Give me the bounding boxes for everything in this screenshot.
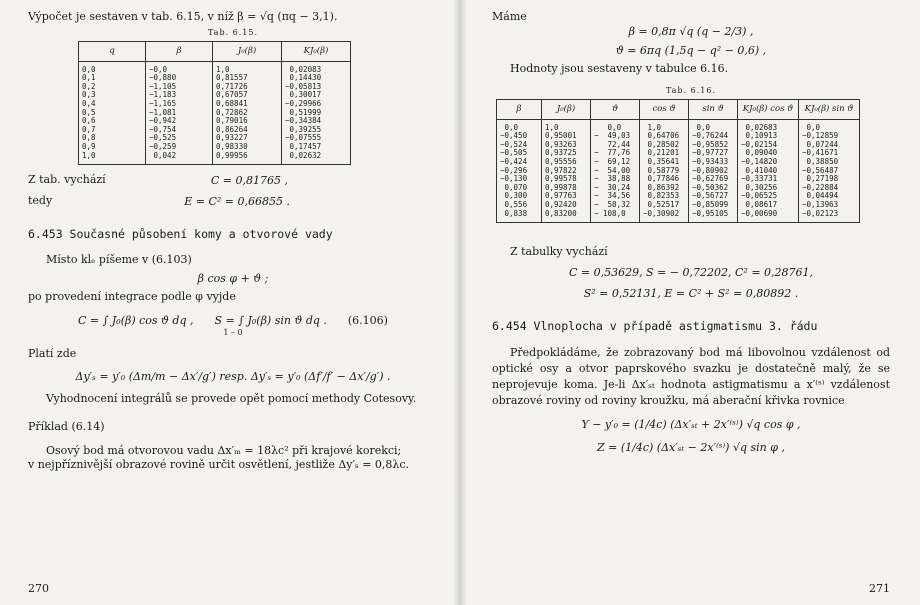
eq-e: E = C² = 0,66855 . — [184, 195, 290, 209]
table-header: KJ₀(β) cos ϑ — [738, 100, 799, 120]
section-title: 6.453 Současné působení komy a otvorové vady — [28, 227, 333, 242]
eq-result-1: C = 0,53629, S = − 0,72202, C² = 0,28761, — [568, 266, 814, 280]
line-z: Z tab. vychází — [28, 173, 106, 187]
eq-result-2: S² = 0,52131, E = C² + S² = 0,80892 . — [583, 287, 799, 301]
eq-c: C = 0,81765 , — [210, 174, 288, 188]
table-header: KJ₀(β) — [282, 42, 351, 62]
example-title: Příklad (6.14) — [28, 420, 105, 434]
paragraph: po provedení integrace podle φ vyjde — [28, 290, 236, 304]
table-header: cos ϑ — [640, 100, 689, 120]
paragraph: Osový bod má otvorovou vadu Δx′ₘ = 18λc² při krajové korekci; — [46, 444, 402, 458]
table-column: 0,0 −0,76244 −0,95852 −0,97727 −0,93433 −0,80902 −0,62769 −0,50362 −0,56727 −0,85099 −0,95105 — [689, 119, 738, 223]
paragraph: Z tabulky vychází — [510, 245, 608, 259]
integral-lower-limit: 0 — [237, 328, 243, 338]
table-header: J₀(β) — [542, 100, 591, 120]
right-page — [460, 0, 920, 605]
table-6-15 — [78, 41, 351, 165]
paragraph: Platí zde — [28, 347, 77, 361]
paragraph: Místo klₑ píšeme v (6.103) — [46, 253, 192, 267]
table-column: 0,0 0,1 0,2 0,3 0,4 0,5 0,6 0,7 0,8 0,9 1,0 — [79, 61, 146, 165]
table-caption: Tab. 6.15. — [207, 28, 259, 37]
mame-label: Máme — [492, 10, 527, 23]
result-e-row — [28, 194, 290, 209]
table-header: β — [146, 42, 213, 62]
table-body-row — [79, 61, 351, 165]
table-column: 1,0 0,95001 0,93263 0,93725 0,95556 0,97822 0,99578 0,99878 0,97763 0,92420 0,83200 — [542, 119, 591, 223]
page-number: 270 — [28, 582, 49, 595]
integral-equation — [28, 314, 438, 337]
table-header: J₀(β) — [213, 42, 282, 62]
integral-upper-limit: 1 — [223, 328, 229, 338]
integral-s: S = ∫ J₀(β) sin ϑ dq . — [214, 314, 327, 328]
paragraph: v nejpříznivější obrazové rovině určit osvětlení, jestliže Δy′ₛ = 0,8λc. — [28, 458, 410, 472]
eq-theta: ϑ = 6πq (1,5q − q² − 0,6) , — [615, 44, 767, 57]
table-column: 0,0 − 49,03 72,44 − 77,76 − 69,12 − 54,00 − 38,88 − 30,24 − 34,56 − 58,32 − 108,0 — [591, 119, 640, 223]
eq-z: Z = (1/4c) (Δx′ₛₜ − 2x′⁽ˢ⁾) √q sin φ , — [597, 441, 785, 455]
table-6-16 — [496, 99, 860, 223]
table-header: ϑ — [591, 100, 640, 120]
table-body-row — [497, 119, 860, 223]
equation-number: (6.106) — [347, 314, 388, 328]
eq-y: Y − y′₀ = (1/4c) (Δx′ₛₜ + 2x′⁽ˢ⁾) √q cos φ , — [581, 418, 801, 432]
table-column: 0,0 −0,450 −0,524 −0,505 −0,424 −0,296 −0,130 0,070 0,300 0,556 0,838 — [497, 119, 542, 223]
book-gutter — [453, 0, 467, 605]
table-column: 0,02683 0,10913 −0,02154 0,09040 −0,14820 0,41040 −0,33731 0,30256 −0,06525 0,08617 −0,00690 — [738, 119, 799, 223]
section-title: 6.454 Vlnoplocha v případě astigmatismu 3. řádu — [492, 319, 818, 334]
table-header-row — [497, 100, 860, 120]
table-caption: Tab. 6.16. — [665, 86, 717, 95]
table-column: 0,0 −0,12859 0,07244 −0,41671 0,38850 −0,56487 0,27198 −0,22884 0,04494 −0,13963 −0,02123 — [799, 119, 860, 223]
table-header: sin ϑ — [689, 100, 738, 120]
paragraph: Hodnoty jsou sestaveny v tabulce 6.16. — [510, 62, 729, 75]
paragraph: Vyhodnocení integrálů se provede opět pomocí methody Cotesovy. — [46, 392, 417, 406]
eq-beta: β = 0,8π √q (q − 2/3) , — [628, 25, 754, 38]
intro-line: Výpočet je sestaven v tab. 6.15, v níž β = √q (πq − 3,1). — [28, 10, 338, 23]
page-number: 271 — [869, 582, 890, 595]
table-header-row — [79, 42, 351, 62]
paragraph: Předpokládáme, že zobrazovaný bod má libovolnou vzdálenost od optické osy a otvor paprskového svazku je dostatečně malý, že se neprojevuje koma. Je-li Δx′ₛₜ hodnota astigmatismu a x′⁽ˢ⁾ vzdálenost obrazové roviny od roviny kroužku, má aberační křivka rovnice — [492, 346, 890, 408]
eq-beta: β cos φ + ϑ ; — [197, 272, 269, 286]
eq-delta: Δy′ₛ = y′₀ (Δm/m − Δx′/g′) resp. Δy′ₛ = y′₀ (Δf′/f′ − Δx′/g′) . — [75, 370, 391, 384]
table-column: 0,02083 0,14430 −0,05813 0,30017 −0,29966 0,51999 −0,34384 0,39255 −0,07555 0,17457 0,02632 — [282, 61, 351, 165]
table-column: 1,0 0,81557 0,71726 0,67057 0,68841 0,72862 0,79016 0,86264 0,93227 0,98330 0,99956 — [213, 61, 282, 165]
table-column: −0,0 −0,880 −1,105 −1,183 −1,165 −1,081 −0,942 −0,754 −0,525 −0,259 0,042 — [146, 61, 213, 165]
integral-limits: 1 – 0 — [223, 328, 243, 338]
integral-c: C = ∫ J₀(β) cos ϑ dq , — [78, 314, 194, 328]
line-tedy: tedy — [28, 194, 53, 208]
result-c-row — [28, 173, 288, 188]
table-column: 1,0 0,64706 0,28502 0,21201 0,35641 0,58779 0,77846 0,86392 0,82353 0,52517 −0,30902 — [640, 119, 689, 223]
table-header: q — [79, 42, 146, 62]
table-header: KJ₀(β) sin ϑ — [799, 100, 860, 120]
table-header: β — [497, 100, 542, 120]
